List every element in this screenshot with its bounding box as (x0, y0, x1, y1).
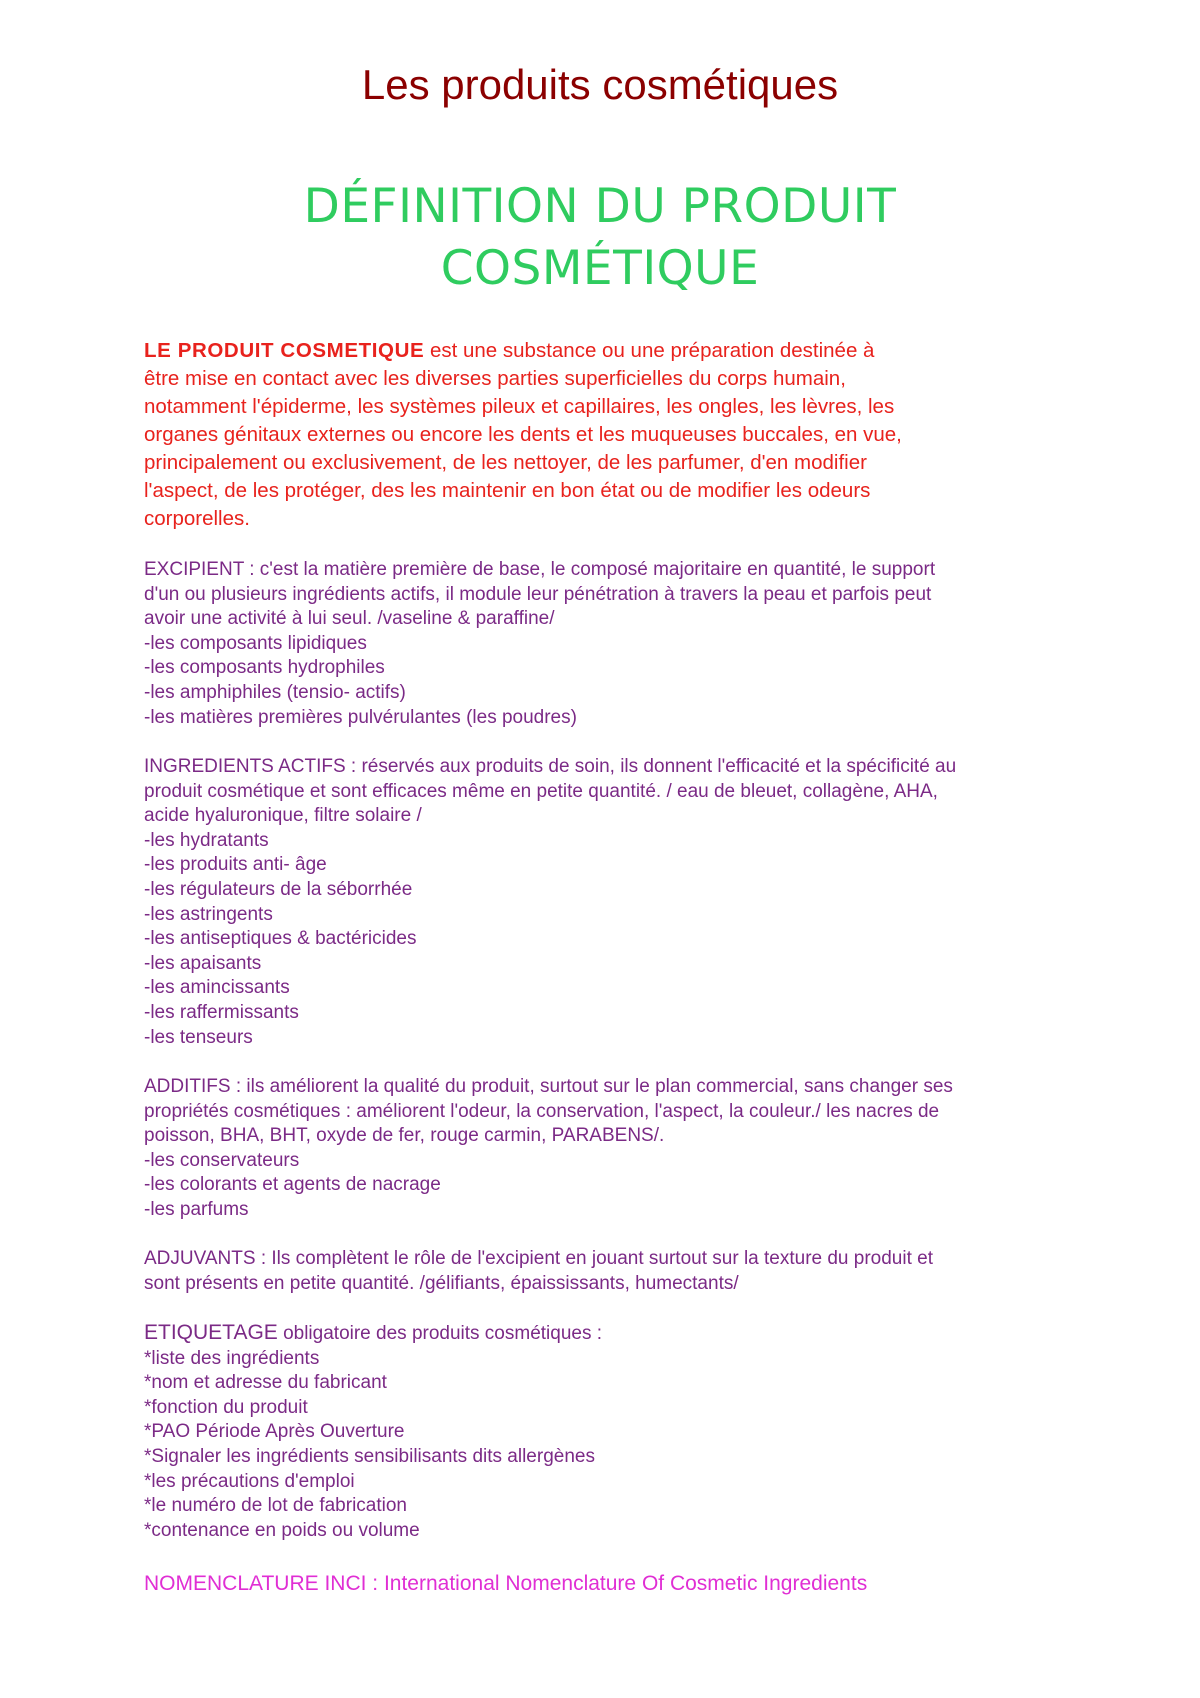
adjuvants-line: sont présents en petite quantité. /gélifiants, épaississants, humectants/ (144, 1272, 739, 1294)
etiquetage-item: *Signaler les ingrédients sensibilisants dits allergènes (144, 1445, 595, 1467)
definition-line: notamment l'épiderme, les systèmes pileux et capillaires, les ongles, les lèvres, les (144, 395, 895, 418)
etiquetage-label: ETIQUETAGE (144, 1321, 278, 1344)
nomenclature-inci: NOMENCLATURE INCI : International Nomenclature Of Cosmetic Ingredients (144, 1572, 868, 1595)
additifs-line: propriétés cosmétiques : améliorent l'odeur, la conservation, l'aspect, la couleur./ les nacres de (144, 1100, 940, 1122)
section-heading (0, 176, 1200, 300)
ingredients-line: -les astringents (144, 903, 273, 925)
adjuvants-section (144, 1247, 1074, 1296)
ingredients-line: -les apaisants (144, 952, 262, 974)
definition-term: LE PRODUIT COSMETIQUE (144, 339, 425, 362)
excipient-line: -les matières premières pulvérulantes (les poudres) (144, 706, 577, 728)
etiquetage-item: *liste des ingrédients (144, 1347, 320, 1369)
additifs-line: poisson, BHA, BHT, oxyde de fer, rouge carmin, PARABENS/. (144, 1125, 665, 1147)
excipient-line: avoir une activité à lui seul. /vaseline & paraffine/ (144, 608, 555, 630)
excipient-line: EXCIPIENT : c'est la matière première de base, le composé majoritaire en quantité, le support (144, 559, 936, 580)
definition-line: être mise en contact avec les diverses parties superficielles du corps humain, (144, 367, 846, 390)
ingredients-line: INGREDIENTS ACTIFS : réservés aux produits de soin, ils donnent l'efficacité et la spécificité au (144, 756, 957, 777)
definition-line: principalement ou exclusivement, de les nettoyer, de les parfumer, d'en modifier (144, 451, 867, 474)
definition-line: est une substance ou une préparation destinée à (424, 339, 875, 362)
section-heading-line-1: DÉFINITION DU PRODUIT (303, 179, 897, 234)
etiquetage-intro: obligatoire des produits cosmétiques : (277, 1323, 603, 1344)
section-heading-line-2: COSMÉTIQUE (440, 241, 760, 296)
adjuvants-line: ADJUVANTS : Ils complètent le rôle de l'excipient en jouant surtout sur la texture du produit et (144, 1248, 934, 1269)
additifs-section (144, 1075, 1074, 1223)
excipient-line: -les composants hydrophiles (144, 657, 385, 679)
ingredients-line: produit cosmétique et sont efficaces même en petite quantité. / eau de bleuet, collagène, AHA, (144, 780, 938, 802)
etiquetage-item: *PAO Période Après Ouverture (144, 1421, 405, 1443)
excipient-line: d'un ou plusieurs ingrédients actifs, il module leur pénétration à travers la peau et parfois peut (144, 583, 932, 605)
etiquetage-item: *nom et adresse du fabricant (144, 1372, 387, 1394)
ingredients-line: -les produits anti- âge (144, 854, 327, 876)
ingredients-line: -les antiseptiques & bactéricides (144, 928, 417, 950)
ingredients-actifs-section (144, 755, 1074, 1050)
additifs-line: ADDITIFS : ils améliorent la qualité du produit, surtout sur le plan commercial, sans changer ses (144, 1076, 953, 1097)
definition-paragraph (144, 337, 1064, 533)
ingredients-line: -les tenseurs (144, 1026, 253, 1048)
etiquetage-section (144, 1321, 1074, 1543)
definition-line: l'aspect, de les protéger, des les maintenir en bon état ou de modifier les odeurs (144, 479, 871, 502)
ingredients-line: -les amincissants (144, 977, 290, 999)
page-title: Les produits cosmétiques (361, 61, 839, 108)
etiquetage-item: *les précautions d'emploi (144, 1470, 355, 1492)
excipient-line: -les amphiphiles (tensio- actifs) (144, 681, 406, 703)
definition-line: corporelles. (144, 507, 250, 530)
etiquetage-item: *contenance en poids ou volume (144, 1519, 420, 1541)
ingredients-line: -les hydratants (144, 829, 269, 851)
ingredients-line: -les raffermissants (144, 1001, 299, 1023)
excipient-section (144, 558, 1074, 730)
ingredients-line: acide hyaluronique, filtre solaire / (144, 805, 422, 827)
additifs-line: -les conservateurs (144, 1149, 300, 1171)
etiquetage-item: *fonction du produit (144, 1396, 308, 1418)
definition-line: organes génitaux externes ou encore les dents et les muqueuses buccales, en vue, (144, 423, 902, 446)
additifs-line: -les colorants et agents de nacrage (144, 1174, 441, 1196)
excipient-line: -les composants lipidiques (144, 632, 367, 654)
etiquetage-item: *le numéro de lot de fabrication (144, 1495, 407, 1517)
ingredients-line: -les régulateurs de la séborrhée (144, 878, 413, 900)
additifs-line: -les parfums (144, 1198, 249, 1220)
